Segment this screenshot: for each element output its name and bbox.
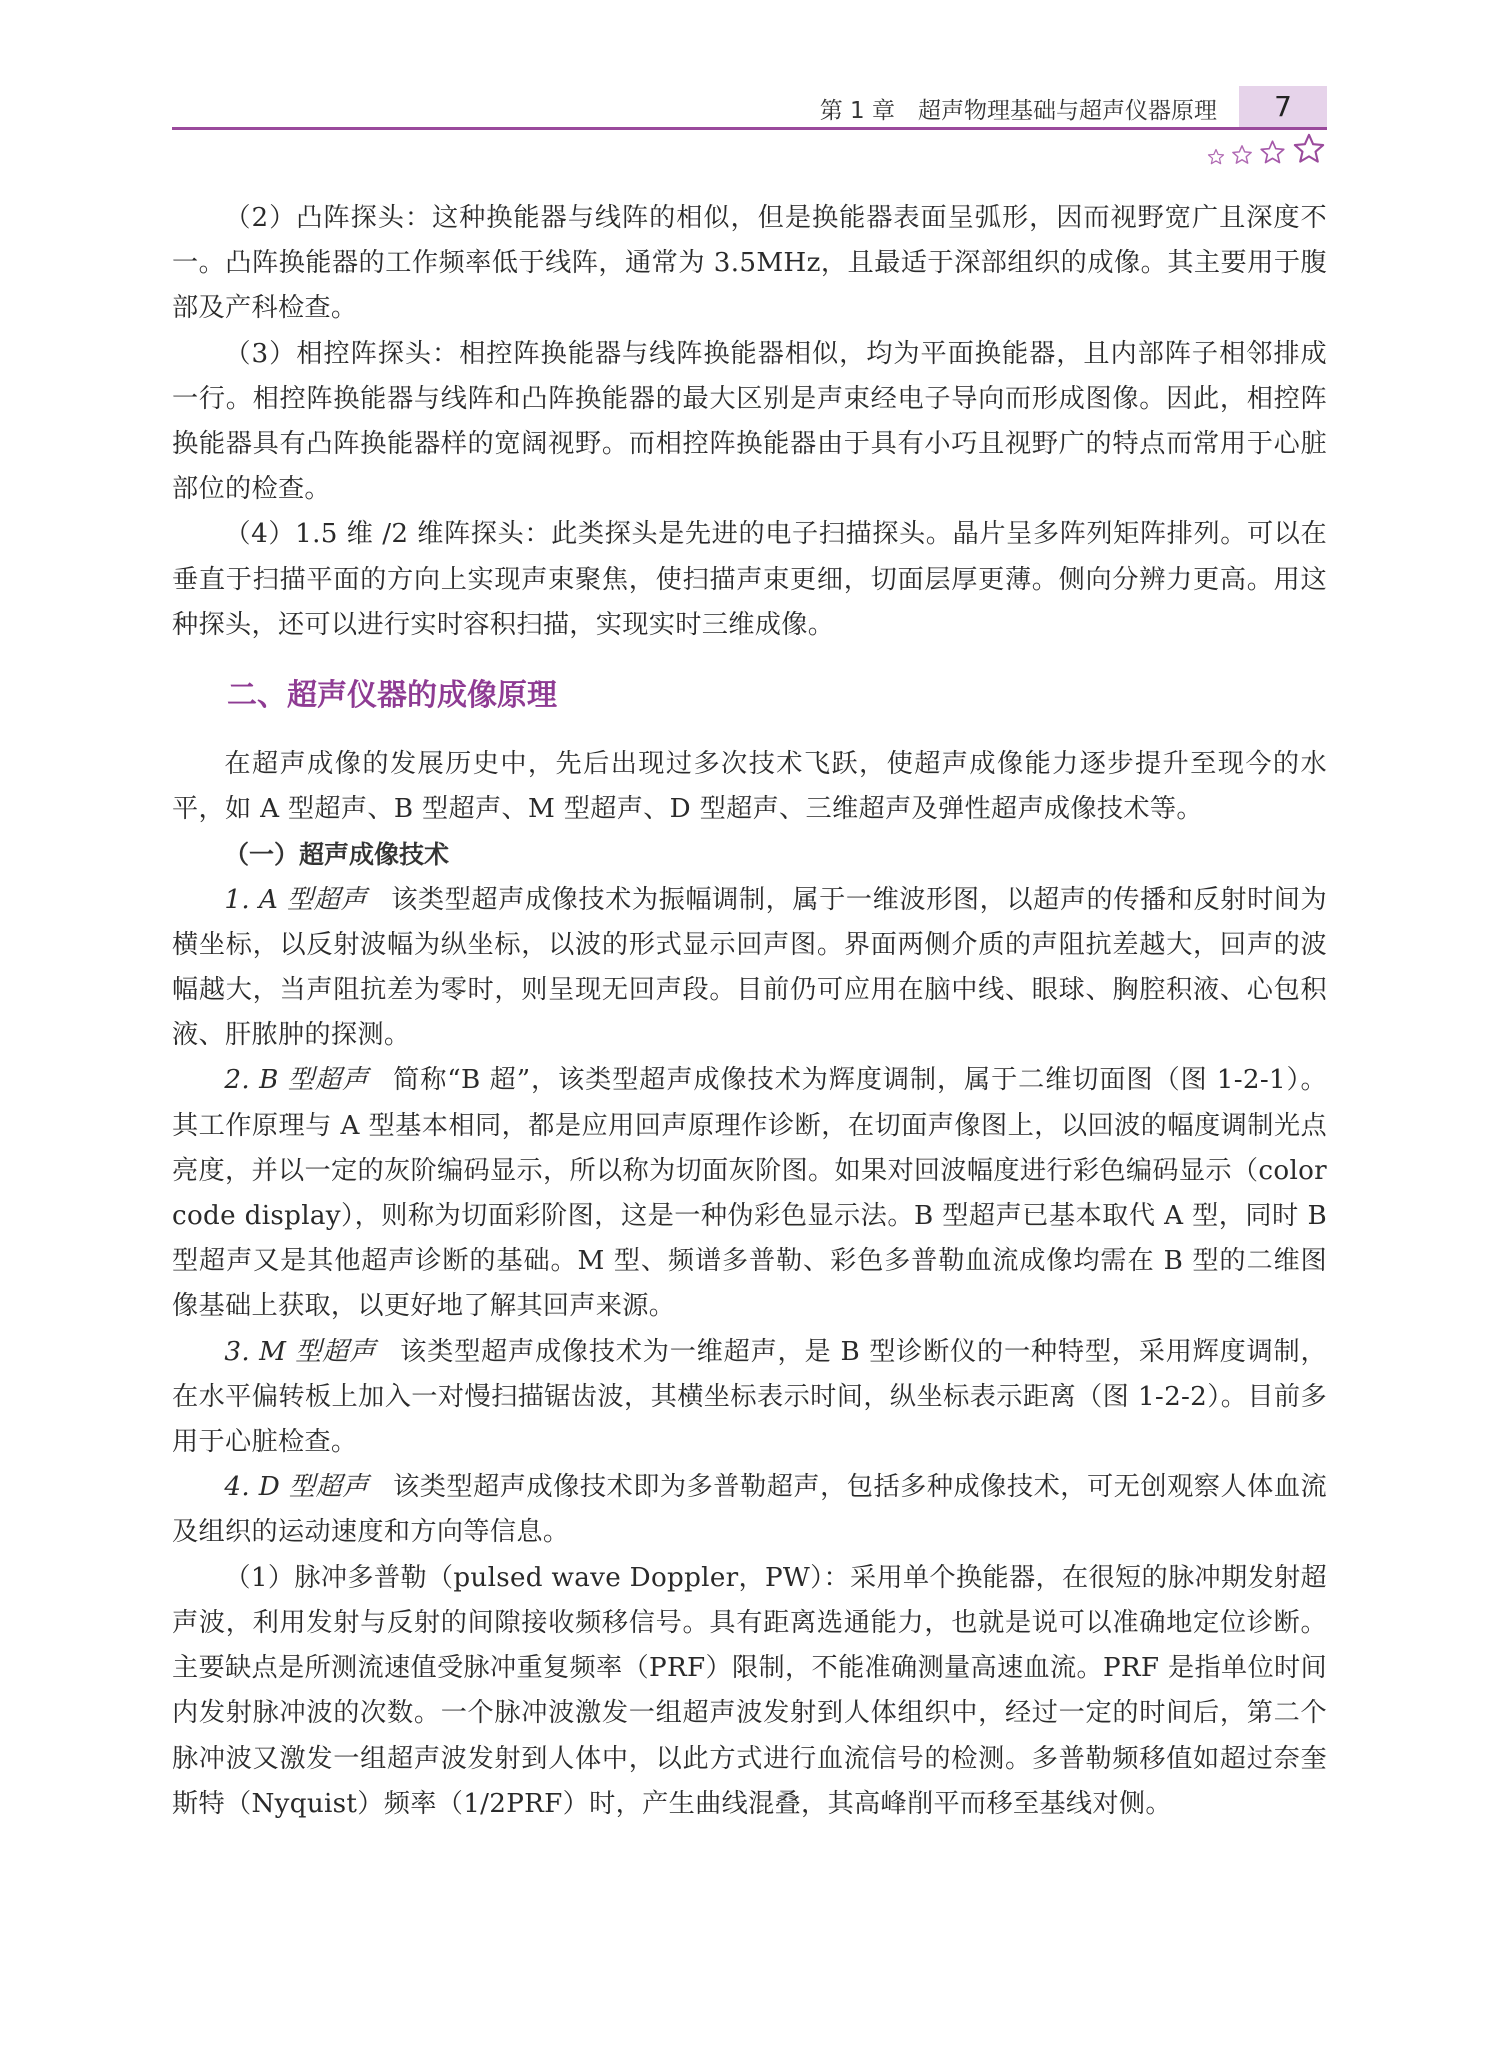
page-header: [172, 86, 1327, 128]
section-heading: 二、超声仪器的成像原理: [227, 678, 557, 714]
text-d-mode: 该类型超声成像技术即为多普勒超声，包括多种成像技术，可无创观察人体血流及组织的运动速度和方向等信息。: [172, 1472, 1328, 1548]
page-number: 7: [1274, 90, 1292, 123]
paragraph-b-mode: [172, 1058, 1327, 1329]
star-icon: [1259, 139, 1286, 166]
header-divider: [172, 127, 1327, 130]
paragraph-d-mode: [172, 1465, 1327, 1555]
paragraph-imaging-history: 在超声成像的发展历史中，先后出现过多次技术飞跃，使超声成像能力逐步提升至现今的水平，如 A 型超声、B 型超声、M 型超声、D 型超声、三维超声及弹性超声成像技术等。: [172, 749, 1327, 825]
page-number-box: [1239, 86, 1327, 128]
term-b-mode: 2. B 型超声: [224, 1065, 370, 1096]
sub-heading: （一）超声成像技术: [224, 840, 450, 870]
text-b-mode: 简称“B 超”，该类型超声成像技术为辉度调制，属于二维切面图（图 1-2-1）。其工作原理与 A 型基本相同，都是应用回声原理作诊断，在切面声像图上，以回波的幅度调制光点亮度，并以一定的灰阶编码显示，所以称为切面灰阶图。如果对回波幅度进行彩色编码显示（color code display），则称为切面彩阶图，这是一种伪彩色显示法。B 型超声已基本取代 A 型，同时 B 型超声又是其他超声诊断的基础。M 型、频谱多普勒、彩色多普勒血流成像均需在 B 型的二维图像基础上获取，以更好地了解其回声来源。: [172, 1065, 1328, 1322]
decorative-stars: [1207, 130, 1326, 166]
star-icon: [1292, 132, 1326, 166]
star-icon: [1207, 148, 1225, 166]
text-m-mode: 该类型超声成像技术为一维超声，是 B 型诊断仪的一种特型，采用辉度调制，在水平偏转板上加入一对慢扫描锯齿波，其横坐标表示时间，纵坐标表示距离（图 1-2-2）。目前多用于心脏检查。: [172, 1336, 1327, 1458]
paragraph-m-mode: [172, 1330, 1327, 1466]
paragraph-phased-array-probe: （3）相控阵探头：相控阵换能器与线阵换能器相似，均为平面换能器，且内部阵子相邻排成一行。相控阵换能器与线阵和凸阵换能器的最大区别是声束经电子导向而形成图像。因此，相控阵换能器具有凸阵换能器样的宽阔视野。而相控阵换能器由于具有小巧且视野广的特点而常用于心脏部位的检查。: [172, 338, 1327, 505]
star-icon: [1231, 144, 1253, 166]
paragraph-a-mode: [172, 878, 1327, 1059]
term-d-mode: 4. D 型超声: [224, 1472, 370, 1503]
term-m-mode: 3. M 型超声: [224, 1336, 377, 1367]
text-a-mode: 该类型超声成像技术为振幅调制，属于一维波形图，以超声的传播和反射时间为横坐标，以反射波幅为纵坐标，以波的形式显示回声图。界面两侧介质的声阻抗差越大，回声的波幅越大，当声阻抗差为零时，则呈现无回声段。目前仍可应用在脑中线、眼球、胸腔积液、心包积液、肝脓肿的探测。: [172, 884, 1327, 1051]
paragraph-pulsed-doppler: （1）脉冲多普勒（pulsed wave Doppler，PW）：采用单个换能器，在很短的脉冲期发射超声波，利用发射与反射的间隙接收频移信号。具有距离选通能力，也就是说可以准确地定位诊断。主要缺点是所测流速值受脉冲重复频率（PRF）限制，不能准确测量高速血流。PRF 是指单位时间内发射脉冲波的次数。一个脉冲波激发一组超声波发射到人体组织中，经过一定的时间后，第二个脉冲波又激发一组超声波发射到人体中，以此方式进行血流信号的检测。多普勒频移值如超过奈奎斯特（Nyquist）频率（1/2PRF）时，产生曲线混叠，其高峰削平而移至基线对侧。: [172, 1562, 1327, 1819]
term-a-mode: 1. A 型超声: [224, 884, 368, 915]
page-body: [172, 196, 1327, 1827]
chapter-title: 第 1 章 超声物理基础与超声仪器原理: [819, 98, 1217, 124]
paragraph-convex-probe: （2）凸阵探头：这种换能器与线阵的相似，但是换能器表面呈弧形，因而视野宽广且深度不一。凸阵换能器的工作频率低于线阵，通常为 3.5MHz，且最适于深部组织的成像。其主要用于腹部及产科检查。: [172, 203, 1327, 324]
paragraph-matrix-probe: （4）1.5 维 /2 维阵探头：此类探头是先进的电子扫描探头。晶片呈多阵列矩阵排列。可以在垂直于扫描平面的方向上实现声束聚焦，使扫描声束更细，切面层厚更薄。侧向分辨力更高。用这种探头，还可以进行实时容积扫描，实现实时三维成像。: [172, 519, 1327, 640]
